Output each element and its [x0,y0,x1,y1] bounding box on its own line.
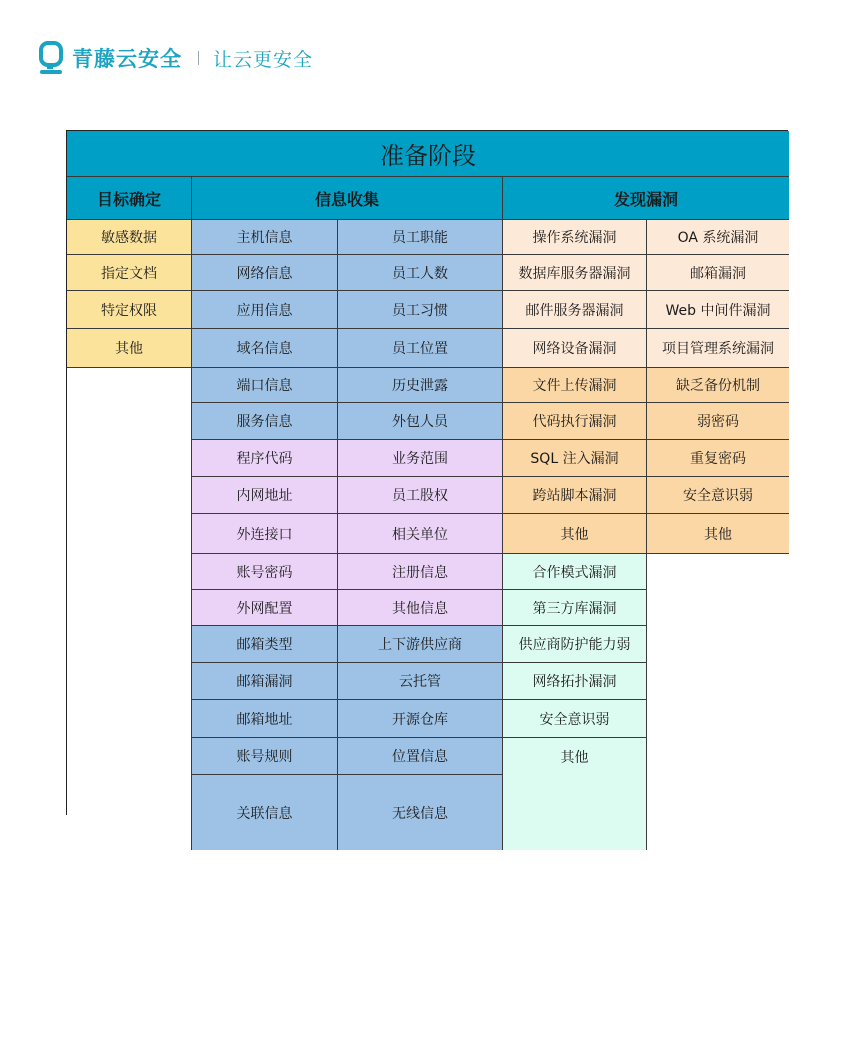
vuln-cell: 操作系统漏洞 [503,220,647,255]
info-cell: 内网地址 [192,477,338,514]
info-cell: 员工位置 [338,329,503,368]
info-cell: 域名信息 [192,329,338,368]
info-cell: 其他信息 [338,590,503,626]
info-cell: 开源仓库 [338,700,503,738]
vuln-cell: SQL 注入漏洞 [503,440,647,477]
goal-empty [67,368,192,850]
info-cell: 无线信息 [338,775,503,850]
info-cell: 员工习惯 [338,291,503,329]
info-cell: 网络信息 [192,255,338,291]
header-divider [198,51,199,65]
vuln-cell: OA 系统漏洞 [647,220,789,255]
info-cell: 云托管 [338,663,503,700]
brand-slogan: 让云更安全 [213,48,314,71]
vuln-cell: 安全意识弱 [647,477,789,514]
vuln-cell: 数据库服务器漏洞 [503,255,647,291]
vuln-cell: 缺乏备份机制 [647,368,789,403]
info-cell: 关联信息 [192,775,338,850]
vuln-cell: 供应商防护能力弱 [503,626,647,663]
info-cell: 服务信息 [192,403,338,440]
brand-name: 青藤云安全 [72,47,182,71]
vuln-cell: 第三方库漏洞 [503,590,647,626]
goal-cell: 其他 [67,329,192,368]
goal-cell: 指定文档 [67,255,192,291]
table-title: 准备阶段 [67,131,789,177]
goal-cell: 特定权限 [67,291,192,329]
info-cell: 员工股权 [338,477,503,514]
info-cell: 历史泄露 [338,368,503,403]
info-cell: 账号密码 [192,554,338,590]
header-goal: 目标确定 [67,177,192,220]
info-cell: 上下游供应商 [338,626,503,663]
vuln-cell: 网络拓扑漏洞 [503,663,647,700]
vuln-cell: 其他 [503,738,647,850]
header-info: 信息收集 [192,177,503,220]
header-vuln: 发现漏洞 [503,177,789,220]
vuln-cell: 邮箱漏洞 [647,255,789,291]
info-cell: 员工人数 [338,255,503,291]
info-cell: 外网配置 [192,590,338,626]
vuln-cell: 代码执行漏洞 [503,403,647,440]
info-cell: 应用信息 [192,291,338,329]
info-cell: 邮箱类型 [192,626,338,663]
vuln-cell: 其他 [647,514,789,554]
info-cell: 外包人员 [338,403,503,440]
vuln-empty [647,554,789,850]
vuln-cell: 其他 [503,514,647,554]
goal-cell: 敏感数据 [67,220,192,255]
info-cell: 主机信息 [192,220,338,255]
info-cell: 邮箱地址 [192,700,338,738]
vuln-cell: Web 中间件漏洞 [647,291,789,329]
vuln-cell: 跨站脚本漏洞 [503,477,647,514]
info-cell: 位置信息 [338,738,503,775]
vuln-cell: 合作模式漏洞 [503,554,647,590]
qingteng-logo-icon [38,41,64,75]
info-cell: 外连接口 [192,514,338,554]
vuln-cell: 重复密码 [647,440,789,477]
info-cell: 账号规则 [192,738,338,775]
vuln-cell: 网络设备漏洞 [503,329,647,368]
vuln-cell: 项目管理系统漏洞 [647,329,789,368]
vuln-cell: 安全意识弱 [503,700,647,738]
vuln-cell: 邮件服务器漏洞 [503,291,647,329]
info-cell: 端口信息 [192,368,338,403]
info-cell: 邮箱漏洞 [192,663,338,700]
info-cell: 相关单位 [338,514,503,554]
info-cell: 员工职能 [338,220,503,255]
info-cell: 注册信息 [338,554,503,590]
vuln-cell: 文件上传漏洞 [503,368,647,403]
brand-header [38,40,313,76]
info-cell: 程序代码 [192,440,338,477]
preparation-phase-table [66,130,788,822]
vuln-cell: 弱密码 [647,403,789,440]
info-cell: 业务范围 [338,440,503,477]
